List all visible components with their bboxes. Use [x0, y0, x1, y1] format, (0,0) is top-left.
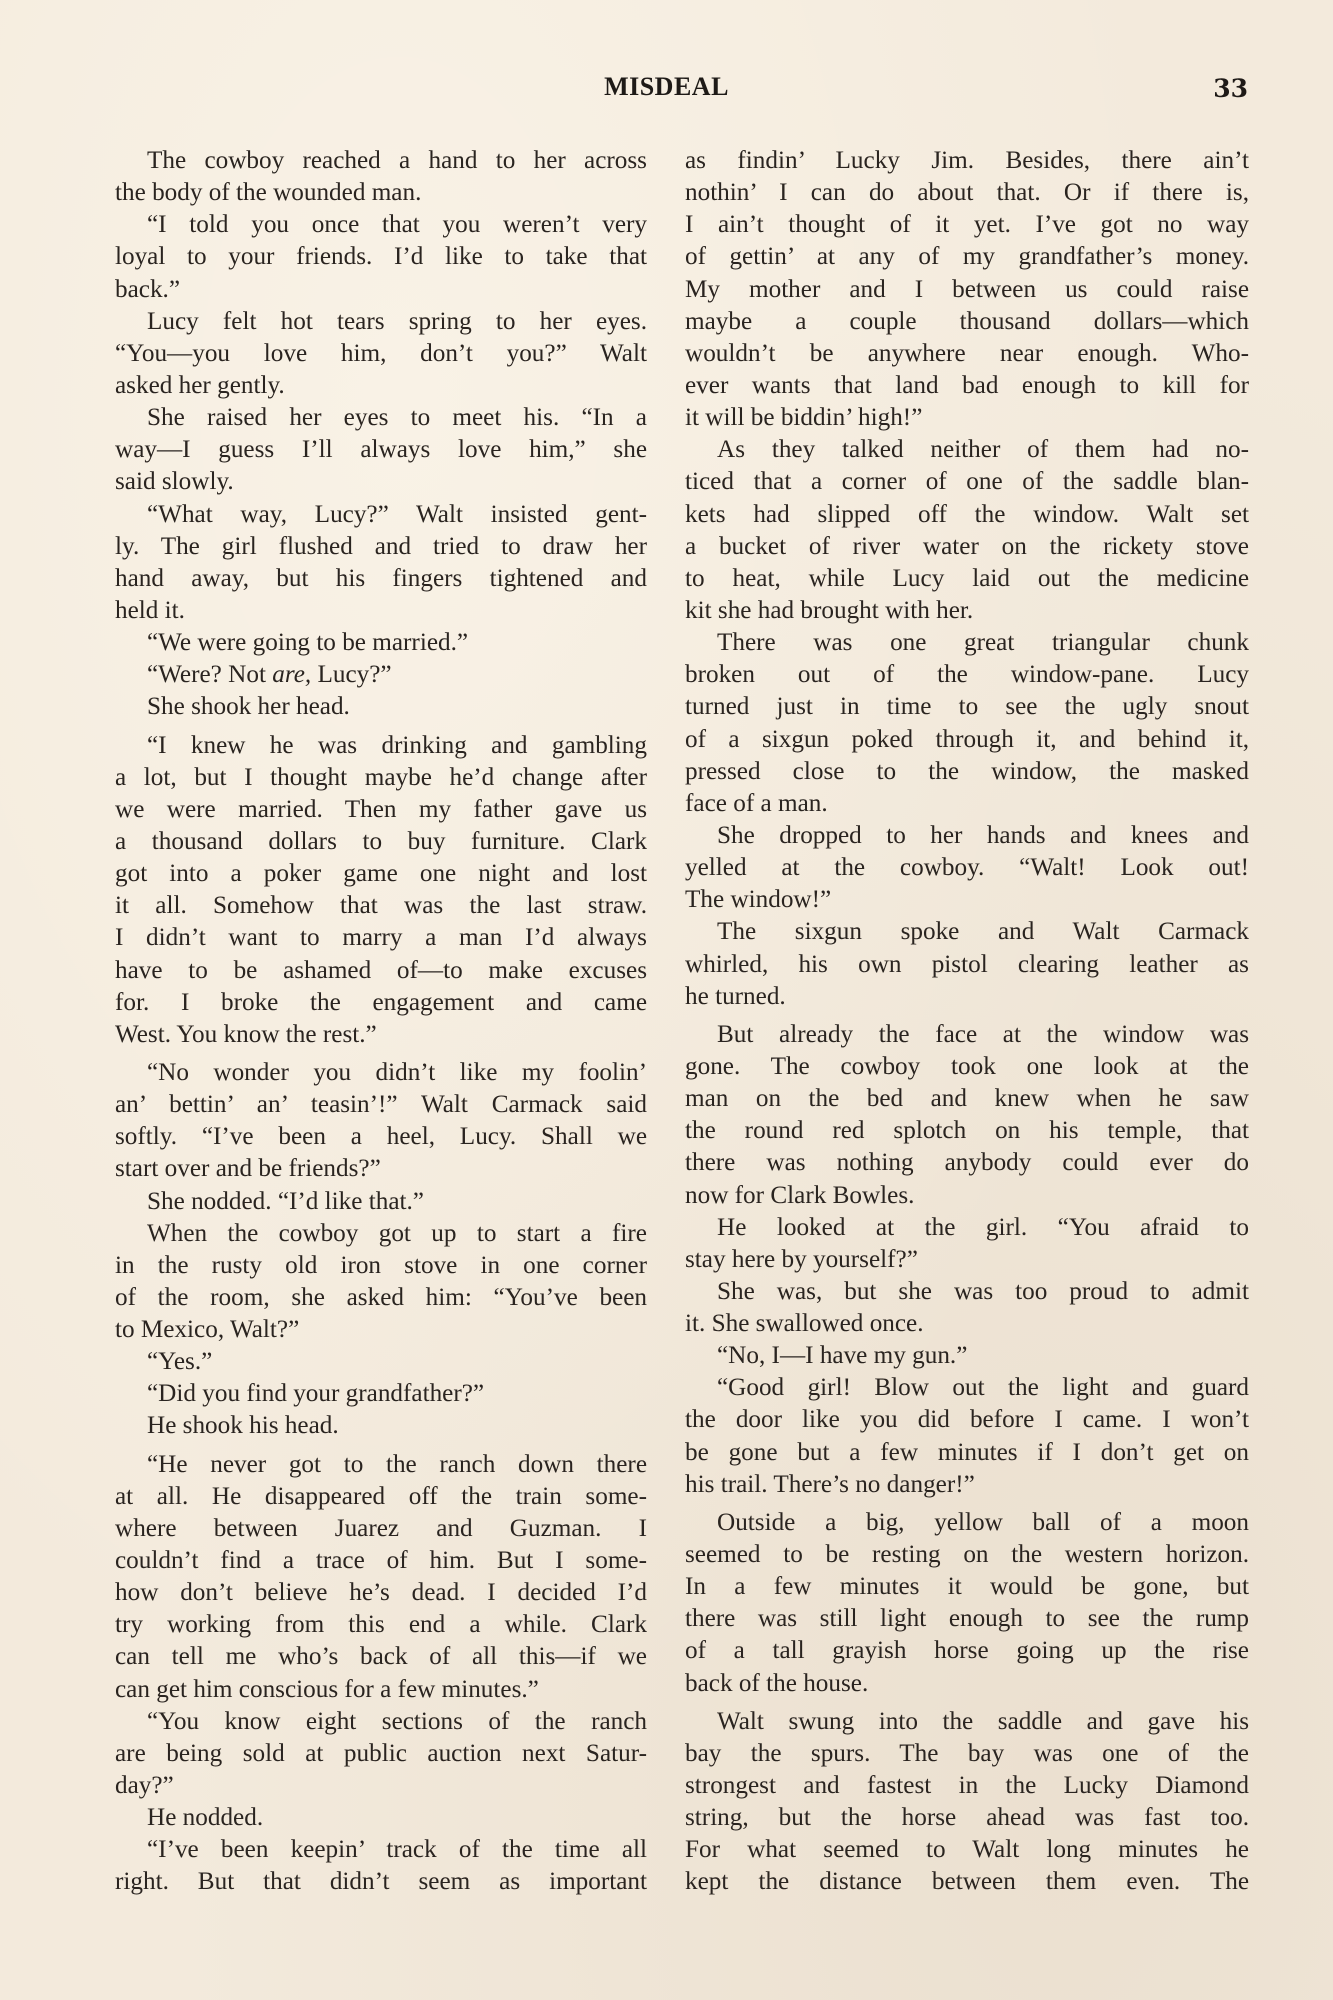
text-run: can get him conscious for a few minutes.” — [115, 1675, 539, 1703]
text-run: He looked at the girl. “You afraid to — [717, 1213, 1249, 1241]
text-run: strongest and fastest in the Lucky Diamond — [685, 1772, 1249, 1800]
text-run: “What way, Lucy?” Walt insisted gent- — [147, 500, 647, 528]
text-line — [685, 1603, 1249, 1635]
text-line — [685, 949, 1249, 981]
text-line — [115, 1153, 647, 1185]
text-run: She was, but she was too proud to admit — [717, 1277, 1249, 1305]
text-line — [115, 1121, 647, 1153]
text-run: there was nothing anybody could ever do — [685, 1149, 1249, 1177]
text-run: start over and be friends?” — [115, 1155, 381, 1183]
text-run: As they talked neither of them had no- — [717, 436, 1249, 464]
text-line — [115, 1019, 647, 1051]
text-run: “No, I—I have my gun.” — [717, 1342, 968, 1370]
text-run: wouldn’t be anywhere near enough. Who- — [685, 339, 1249, 367]
text-line — [115, 1706, 647, 1738]
text-run: In a few minutes it would be gone, but — [685, 1573, 1249, 1601]
text-run: it will be biddin’ high!” — [685, 404, 923, 432]
text-line — [685, 884, 1249, 916]
right-column — [685, 145, 1249, 1899]
text-run: at all. He disappeared off the train some- — [115, 1482, 647, 1510]
text-line — [685, 177, 1249, 209]
text-line — [685, 916, 1249, 948]
text-run: He shook his head. — [147, 1412, 339, 1440]
text-run: broken out of the window-pane. Lucy — [685, 661, 1249, 689]
text-run: Walt swung into the saddle and gave his — [717, 1707, 1249, 1735]
text-run: “Good girl! Blow out the light and guard — [717, 1374, 1249, 1402]
text-run: Outside a big, yellow ball of a moon — [717, 1508, 1249, 1536]
text-run: “You know eight sections of the ranch — [147, 1707, 647, 1735]
text-line — [685, 820, 1249, 852]
text-line — [115, 1545, 647, 1577]
text-run: “Yes.” — [147, 1348, 213, 1376]
text-line — [115, 1449, 647, 1481]
text-run: whirled, his own pistol clearing leather as — [685, 950, 1249, 978]
text-line — [115, 858, 647, 890]
text-run: asked her gently. — [115, 371, 285, 399]
text-run: way—I guess I’ll always love him,” she — [115, 436, 647, 464]
text-run: be gone but a few minutes if I don’t get on — [685, 1438, 1249, 1466]
text-line — [115, 274, 647, 306]
text-line — [685, 1834, 1249, 1866]
text-line — [685, 145, 1249, 177]
text-line — [685, 1180, 1249, 1212]
text-run: “Did you find your grandfather?” — [147, 1380, 485, 1408]
text-run: Lucy felt hot tears spring to her eyes. — [147, 307, 647, 335]
text-line — [115, 241, 647, 273]
text-line — [685, 595, 1249, 627]
text-run: nothin’ I can do about that. Or if there is, — [685, 179, 1249, 207]
text-line — [685, 1469, 1249, 1501]
text-line — [685, 788, 1249, 820]
text-run: loyal to your friends. I’d like to take that — [115, 243, 647, 271]
text-line — [115, 1186, 647, 1218]
text-line — [115, 1834, 647, 1866]
text-line — [115, 1057, 647, 1089]
text-run: day?” — [115, 1772, 174, 1800]
text-line — [685, 1083, 1249, 1115]
text-line — [685, 1437, 1249, 1469]
text-line — [685, 531, 1249, 563]
text-run: The cowboy reached a hand to her across — [147, 147, 647, 174]
text-line — [115, 434, 647, 466]
text-line — [115, 595, 647, 627]
text-run: kets had slipped off the window. Walt set — [685, 500, 1249, 528]
text-line — [115, 338, 647, 370]
text-run: “Were? Not — [147, 661, 273, 689]
text-line — [685, 274, 1249, 306]
text-line — [685, 1404, 1249, 1436]
text-run: a thousand dollars to buy furniture. Clark — [115, 827, 647, 855]
text-line — [115, 1282, 647, 1314]
text-line — [685, 1706, 1249, 1738]
text-run: “No wonder you didn’t like my foolin’ — [147, 1058, 647, 1086]
text-line — [115, 922, 647, 954]
text-line — [115, 1513, 647, 1545]
text-run: hand away, but his fingers tightened and — [115, 564, 647, 592]
text-run: he turned. — [685, 982, 786, 1010]
text-line — [685, 466, 1249, 498]
text-run: “We were going to be married.” — [147, 629, 469, 657]
text-line — [685, 1147, 1249, 1179]
text-line — [115, 1802, 647, 1834]
text-line — [685, 1668, 1249, 1700]
text-line — [685, 563, 1249, 595]
text-run: “You—you love him, don’t you?” Walt — [115, 339, 647, 367]
text-run: of the room, she asked him: “You’ve been — [115, 1283, 647, 1311]
text-run: turned just in time to see the ugly snout — [685, 693, 1249, 721]
text-line — [115, 1770, 647, 1802]
text-line — [685, 1308, 1249, 1340]
text-run: She raised her eyes to meet his. “In a — [147, 404, 647, 432]
text-line — [685, 1738, 1249, 1770]
text-run: for. I broke the engagement and came — [115, 988, 647, 1016]
text-line — [115, 402, 647, 434]
text-run: “I knew he was drinking and gambling — [147, 731, 647, 759]
text-run: back.” — [115, 275, 181, 303]
text-line — [115, 209, 647, 241]
text-line — [685, 627, 1249, 659]
text-run: I didn’t want to marry a man I’d always — [115, 924, 647, 952]
text-run: But already the face at the window was — [717, 1020, 1249, 1048]
text-line — [115, 1378, 647, 1410]
text-line — [685, 1770, 1249, 1802]
text-line — [685, 756, 1249, 788]
text-run: gone. The cowboy took one look at the — [685, 1052, 1249, 1080]
text-line — [685, 724, 1249, 756]
text-run: ticed that a corner of one of the saddle blan- — [685, 468, 1249, 496]
text-run: yelled at the cowboy. “Walt! Look out! — [685, 854, 1249, 882]
text-run: how don’t believe he’s dead. I decided I’d — [115, 1579, 647, 1607]
text-run: “I’ve been keepin’ track of the time all — [147, 1836, 647, 1864]
text-run: “He never got to the ranch down there — [147, 1450, 647, 1478]
text-run: I ain’t thought of it yet. I’ve got no way — [685, 211, 1249, 239]
text-run: There was one great triangular chunk — [717, 629, 1249, 657]
text-line — [685, 1276, 1249, 1308]
text-line — [685, 209, 1249, 241]
text-line — [685, 1212, 1249, 1244]
text-line — [115, 730, 647, 762]
text-run: She nodded. “I’d like that.” — [147, 1187, 424, 1215]
text-run: stay here by yourself?” — [685, 1245, 918, 1273]
text-line — [115, 794, 647, 826]
text-run: West. You know the rest.” — [115, 1020, 377, 1048]
text-line — [115, 627, 647, 659]
text-line — [115, 1218, 647, 1250]
text-run: ly. The girl flushed and tried to draw her — [115, 532, 647, 560]
text-line — [115, 499, 647, 531]
text-run: the round red splotch on his temple, that — [685, 1117, 1249, 1145]
text-run: The sixgun spoke and Walt Carmack — [717, 918, 1249, 946]
text-line — [115, 1641, 647, 1673]
text-line — [685, 1539, 1249, 1571]
text-run: of gettin’ at any of my grandfather’s money. — [685, 243, 1249, 271]
text-line — [685, 1571, 1249, 1603]
text-line — [115, 1866, 647, 1898]
text-line — [115, 659, 647, 691]
text-line — [115, 306, 647, 338]
text-line — [685, 1866, 1249, 1898]
text-run: have to be ashamed of—to make excuses — [115, 956, 647, 984]
text-line — [115, 1577, 647, 1609]
text-line — [685, 981, 1249, 1013]
text-line — [685, 499, 1249, 531]
text-run: right. But that didn’t seem as important — [115, 1868, 647, 1896]
text-line — [115, 890, 647, 922]
text-line — [685, 338, 1249, 370]
text-run: For what seemed to Walt long minutes he — [685, 1836, 1249, 1864]
text-line — [685, 1372, 1249, 1404]
left-column — [115, 145, 647, 1899]
text-run: of a sixgun poked through it, and behind it, — [685, 725, 1249, 753]
text-run: back of the house. — [685, 1669, 869, 1697]
text-run: an’ bettin’ an’ teasin’!” Walt Carmack said — [115, 1091, 647, 1119]
text-line — [115, 1346, 647, 1378]
text-line — [115, 466, 647, 498]
text-run: maybe a couple thousand dollars—which — [685, 307, 1249, 335]
text-run: the body of the wounded man. — [115, 179, 422, 207]
text-run: bay the spurs. The bay was one of the — [685, 1739, 1249, 1767]
text-run: it. She swallowed once. — [685, 1310, 924, 1338]
text-line — [685, 402, 1249, 434]
text-run: couldn’t find a trace of him. But I some- — [115, 1547, 647, 1575]
text-line — [115, 370, 647, 402]
text-line — [115, 987, 647, 1019]
text-line — [685, 434, 1249, 466]
text-line — [685, 1802, 1249, 1834]
text-run: to heat, while Lucy laid out the medicine — [685, 564, 1249, 592]
text-run: “I told you once that you weren’t very — [147, 211, 647, 239]
text-line — [115, 1481, 647, 1513]
text-line — [115, 1089, 647, 1121]
text-run: there was still light enough to see the rump — [685, 1605, 1249, 1633]
running-head — [0, 70, 1333, 110]
text-run: of a tall grayish horse going up the rise — [685, 1637, 1249, 1665]
text-line — [115, 177, 647, 209]
text-run: held it. — [115, 596, 185, 624]
text-run: man on the bed and knew when he saw — [685, 1085, 1249, 1113]
page-number: 33 — [1213, 74, 1248, 103]
text-line — [685, 370, 1249, 402]
text-line — [685, 659, 1249, 691]
text-line — [685, 852, 1249, 884]
text-line — [685, 1507, 1249, 1539]
text-run: string, but the horse ahead was fast too. — [685, 1804, 1249, 1832]
text-run: in the rusty old iron stove in one corner — [115, 1251, 647, 1279]
text-run: now for Clark Bowles. — [685, 1181, 915, 1209]
text-run: are being sold at public auction next Satur- — [115, 1739, 647, 1767]
text-run: try working from this end a while. Clark — [115, 1611, 647, 1639]
text-run: She shook her head. — [147, 693, 350, 721]
text-run: as findin’ Lucky Jim. Besides, there ain’t — [685, 147, 1249, 174]
text-line — [115, 1250, 647, 1282]
text-line — [115, 955, 647, 987]
text-run: softly. “I’ve been a heel, Lucy. Shall we — [115, 1123, 647, 1151]
text-run: kit she had brought with her. — [685, 596, 974, 624]
text-run: She dropped to her hands and knees and — [717, 821, 1249, 849]
text-run: where between Juarez and Guzman. I — [115, 1514, 647, 1542]
text-run: it all. Somehow that was the last straw. — [115, 892, 647, 920]
text-line — [115, 1609, 647, 1641]
text-run: to Mexico, Walt?” — [115, 1316, 300, 1344]
text-line — [115, 531, 647, 563]
text-run: seemed to be resting on the western horizon. — [685, 1541, 1249, 1569]
text-line — [115, 826, 647, 858]
text-run: can tell me who’s back of all this—if we — [115, 1643, 647, 1671]
text-run: his trail. There’s no danger!” — [685, 1470, 975, 1498]
text-line — [685, 1244, 1249, 1276]
text-line — [115, 1674, 647, 1706]
text-line — [685, 691, 1249, 723]
text-line — [115, 762, 647, 794]
text-run: a lot, but I thought maybe he’d change after — [115, 763, 647, 791]
text-run: a bucket of river water on the rickety stove — [685, 532, 1249, 560]
text-line — [115, 563, 647, 595]
text-line — [685, 1019, 1249, 1051]
text-run: When the cowboy got up to start a fire — [147, 1219, 647, 1247]
text-run: ever wants that land bad enough to kill for — [685, 371, 1249, 399]
text-run: the door like you did before I came. I won’t — [685, 1406, 1249, 1434]
text-line — [685, 1051, 1249, 1083]
text-line — [115, 691, 647, 723]
running-title: MISDEAL — [604, 72, 729, 101]
text-run: pressed close to the window, the masked — [685, 757, 1249, 785]
text-line — [115, 1314, 647, 1346]
text-line — [115, 1738, 647, 1770]
text-run: kept the distance between them even. The — [685, 1868, 1249, 1896]
text-line — [685, 241, 1249, 273]
text-run: got into a poker game one night and lost — [115, 860, 647, 888]
italic-text: are, — [272, 661, 312, 689]
text-run: we were married. Then my father gave us — [115, 795, 647, 823]
text-run: He nodded. — [147, 1804, 264, 1832]
text-line — [685, 1340, 1249, 1372]
text-line — [685, 1635, 1249, 1667]
text-line — [685, 306, 1249, 338]
text-run: Lucy?” — [311, 661, 392, 689]
text-run: The window!” — [685, 886, 832, 914]
text-run: My mother and I between us could raise — [685, 275, 1249, 303]
text-run: face of a man. — [685, 789, 828, 817]
text-line — [115, 145, 647, 177]
text-line — [115, 1410, 647, 1442]
text-line — [685, 1115, 1249, 1147]
text-run: said slowly. — [115, 468, 234, 496]
